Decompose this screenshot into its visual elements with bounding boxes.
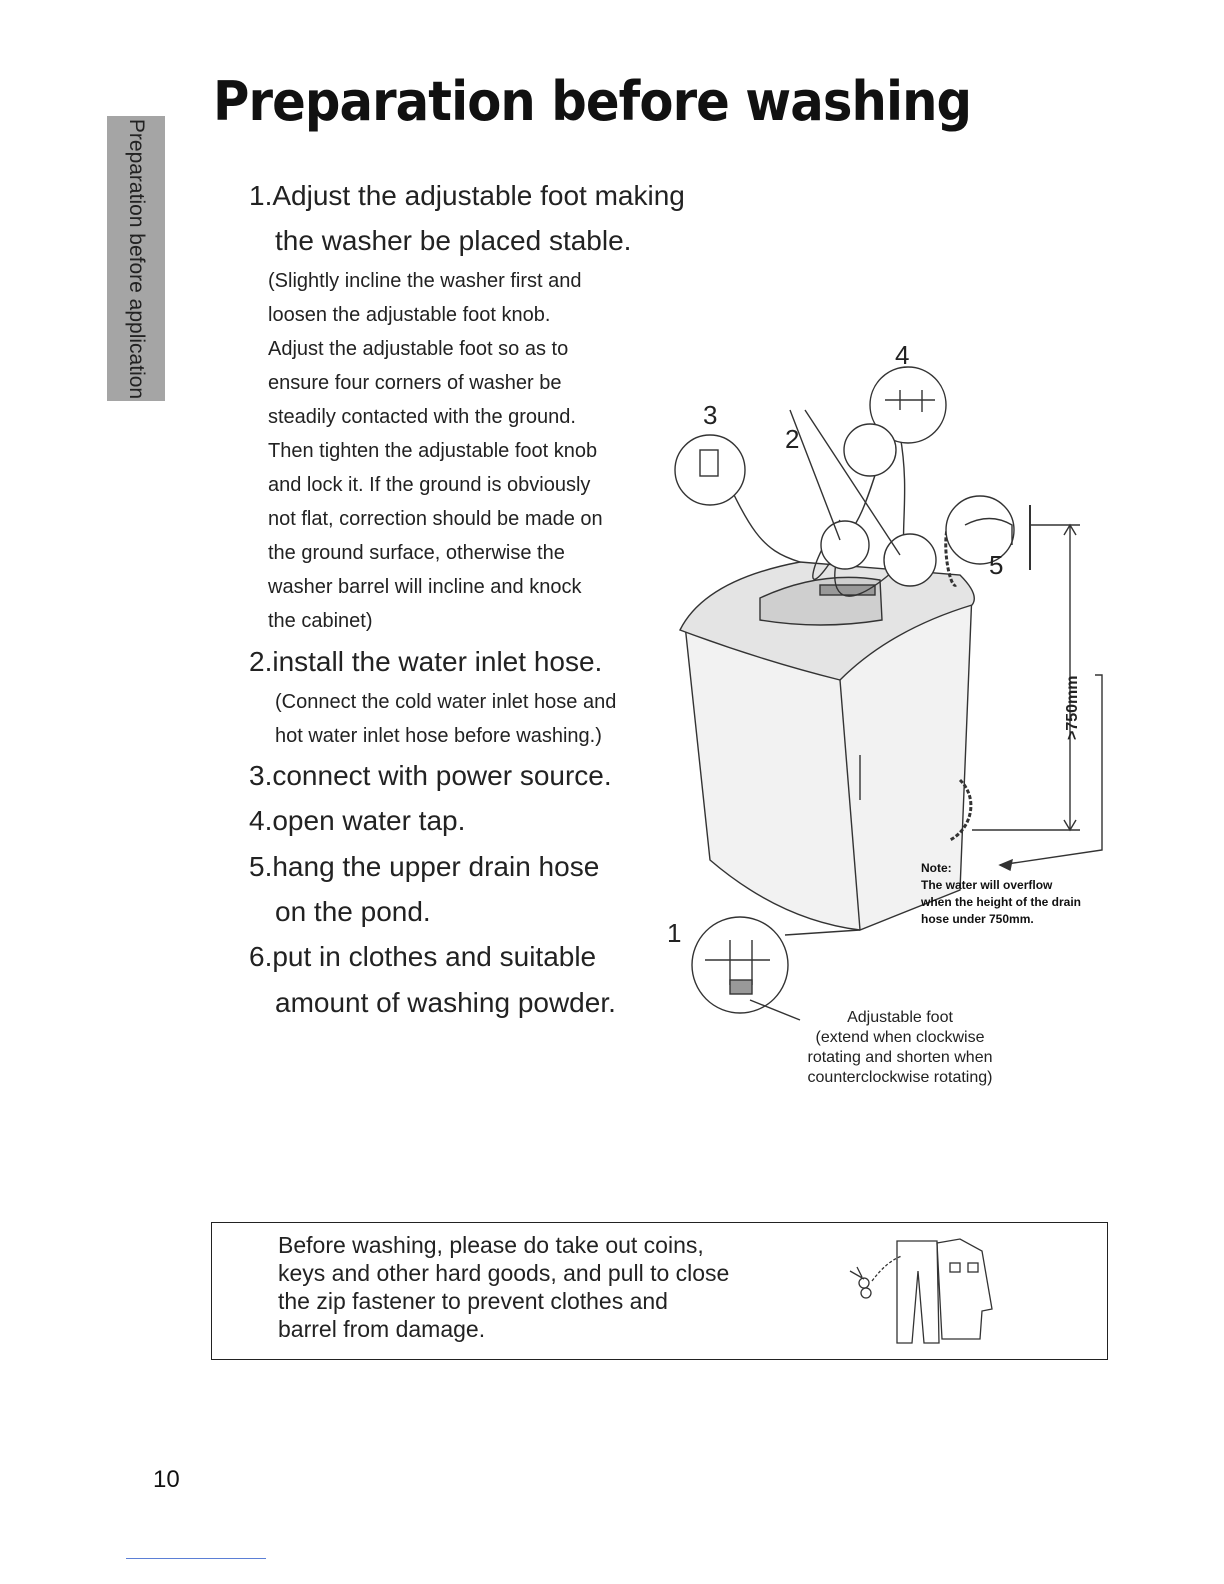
adjustable-foot-caption bbox=[780, 1008, 1020, 1088]
note bbox=[921, 860, 1081, 928]
step-5-heading: 5.hang the upper drain hose bbox=[249, 851, 600, 882]
step-5-continuation: on the pond. bbox=[275, 896, 431, 927]
step-2-detail-line: (Connect the cold water inlet hose and bbox=[275, 691, 617, 713]
callout-1: 1 bbox=[667, 918, 682, 948]
step-1-detail-line: the cabinet) bbox=[268, 610, 373, 632]
page-number: 10 bbox=[153, 1466, 180, 1493]
step-2-detail-line: hot water inlet hose before washing.) bbox=[275, 725, 602, 747]
clothes-icon bbox=[842, 1231, 1002, 1351]
callout-5: 5 bbox=[989, 550, 1004, 580]
coin-icon bbox=[861, 1288, 871, 1298]
step-1-detail-line: Then tighten the adjustable foot knob bbox=[268, 440, 598, 462]
callout-3: 3 bbox=[703, 400, 718, 430]
step-1-heading: 1.Adjust the adjustable foot making bbox=[249, 180, 685, 211]
note-text: The water will overflow when the height of the drain hose under 750mm. bbox=[921, 878, 1081, 926]
side-tab-label: Preparation before application bbox=[125, 118, 148, 399]
foot-caption-line: (extend when clockwise bbox=[815, 1029, 985, 1046]
page-title: Preparation before washing bbox=[213, 70, 972, 133]
step-6-heading: 6.put in clothes and suitable bbox=[249, 941, 597, 972]
warning-line: Before washing, please do take out coins, bbox=[278, 1232, 704, 1258]
step-1-detail-line: and lock it. If the ground is obviously bbox=[268, 474, 591, 496]
step-1-detail-line: washer barrel will incline and knock bbox=[268, 576, 582, 598]
step-1-detail-line: the ground surface, otherwise the bbox=[268, 542, 565, 564]
adjustable-foot-knob bbox=[730, 980, 752, 994]
step-6-continuation: amount of washing powder. bbox=[275, 987, 616, 1018]
jacket-icon bbox=[937, 1239, 992, 1339]
key-icon bbox=[850, 1267, 864, 1279]
step-2-detail bbox=[275, 685, 665, 753]
step-1-detail bbox=[268, 264, 646, 638]
bottom-rule bbox=[126, 1558, 266, 1559]
step-1-detail-line: (Slightly incline the washer first and bbox=[268, 270, 582, 292]
trousers-icon bbox=[897, 1241, 939, 1343]
coin-icon bbox=[859, 1278, 869, 1288]
warning-line: keys and other hard goods, and pull to close bbox=[278, 1260, 730, 1286]
step-2-heading: 2.install the water inlet hose. bbox=[249, 646, 603, 677]
warning-line: barrel from damage. bbox=[278, 1316, 486, 1342]
warning-box bbox=[211, 1222, 1108, 1360]
step-1-continuation: the washer be placed stable. bbox=[275, 225, 632, 256]
callout-2: 2 bbox=[785, 424, 800, 454]
step-1-detail-line: ensure four corners of washer be bbox=[268, 372, 562, 394]
step-3-heading: 3.connect with power source. bbox=[249, 760, 612, 791]
side-tab bbox=[107, 116, 165, 401]
step-1-detail-line: not flat, correction should be made on bbox=[268, 508, 603, 530]
callout-4: 4 bbox=[895, 340, 910, 370]
step-1-detail-line: Adjust the adjustable foot so as to bbox=[268, 338, 569, 360]
height-mark: >750mm bbox=[1064, 675, 1081, 740]
foot-caption-line: counterclockwise rotating) bbox=[807, 1069, 993, 1086]
warning-text bbox=[278, 1231, 778, 1343]
step-4-heading: 4.open water tap. bbox=[249, 805, 466, 836]
note-title: Note: bbox=[921, 861, 952, 875]
step-1-detail-line: loosen the adjustable foot knob. bbox=[268, 304, 551, 326]
drain-hook-detail-circle bbox=[946, 496, 1014, 564]
warning-line: the zip fastener to prevent clothes and bbox=[278, 1288, 668, 1314]
foot-caption-line: rotating and shorten when bbox=[807, 1049, 993, 1066]
foot-detail-circle bbox=[692, 917, 788, 1013]
hose-tap-detail-circle bbox=[844, 424, 896, 476]
inlet-connector-circle-left bbox=[821, 521, 869, 569]
washer-installation-illustration bbox=[660, 330, 1120, 1110]
socket-detail-circle bbox=[675, 435, 745, 505]
step-1-detail-line: steadily contacted with the ground. bbox=[268, 406, 576, 428]
foot-caption-line: Adjustable foot bbox=[847, 1009, 953, 1026]
